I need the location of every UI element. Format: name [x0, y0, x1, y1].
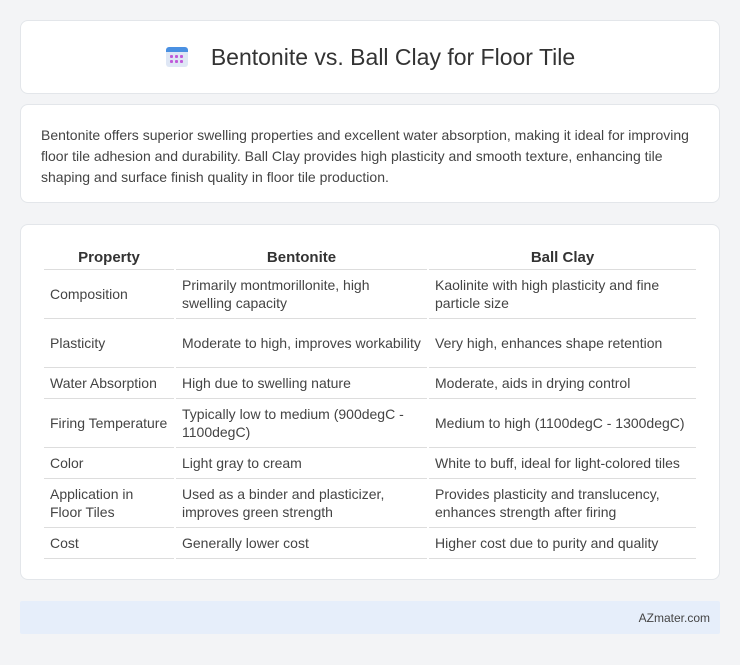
row-property: Water Absorption — [44, 368, 174, 399]
row-bentonite: High due to swelling nature — [176, 368, 427, 399]
row-bentonite: Moderate to high, improves workability — [176, 319, 427, 368]
row-ball-clay: Provides plasticity and translucency, enhances strength after firing — [429, 479, 696, 528]
summary-card — [20, 104, 720, 203]
row-property: Composition — [44, 270, 174, 319]
row-ball-clay: Medium to high (1100degC - 1300degC) — [429, 399, 696, 448]
table-row — [44, 399, 696, 448]
header-bentonite: Bentonite — [176, 245, 427, 270]
row-property: Application in Floor Tiles — [44, 479, 174, 528]
title-wrap — [165, 44, 575, 71]
table-row — [44, 448, 696, 479]
calendar-icon — [165, 45, 189, 69]
summary-text: Bentonite offers superior swelling properties and excellent water absorption, making it ideal for improving floor tile adhesion and durability. Ball Clay provides high plasticity and smooth texture, enhancing tile shaping and surface finish quality in floor tile production. — [41, 127, 689, 185]
row-bentonite: Primarily montmorillonite, high swelling capacity — [176, 270, 427, 319]
row-ball-clay: Kaolinite with high plasticity and fine particle size — [429, 270, 696, 319]
table-row — [44, 528, 696, 559]
table-row — [44, 270, 696, 319]
footer-source: AZmater.com — [638, 610, 710, 625]
row-bentonite: Used as a binder and plasticizer, improves green strength — [176, 479, 427, 528]
header-ball-clay: Ball Clay — [429, 245, 696, 270]
page-title: Bentonite vs. Ball Clay for Floor Tile — [210, 43, 576, 70]
footer-bar — [20, 601, 720, 634]
comparison-table-card — [20, 224, 720, 580]
title-card — [20, 20, 720, 94]
table-row — [44, 319, 696, 368]
row-bentonite: Generally lower cost — [176, 528, 427, 559]
row-property: Cost — [44, 528, 174, 559]
row-property: Plasticity — [44, 319, 174, 368]
row-ball-clay: White to buff, ideal for light-colored tiles — [429, 448, 696, 479]
row-property: Firing Temperature — [44, 399, 174, 448]
row-ball-clay: Very high, enhances shape retention — [429, 319, 696, 368]
comparison-table — [42, 245, 698, 559]
table-row — [44, 479, 696, 528]
row-ball-clay: Higher cost due to purity and quality — [429, 528, 696, 559]
table-row — [44, 368, 696, 399]
row-property: Color — [44, 448, 174, 479]
row-bentonite: Typically low to medium (900degC - 1100degC) — [176, 399, 427, 448]
row-ball-clay: Moderate, aids in drying control — [429, 368, 696, 399]
row-bentonite: Light gray to cream — [176, 448, 427, 479]
table-header-row — [44, 245, 696, 270]
header-property: Property — [44, 245, 174, 270]
